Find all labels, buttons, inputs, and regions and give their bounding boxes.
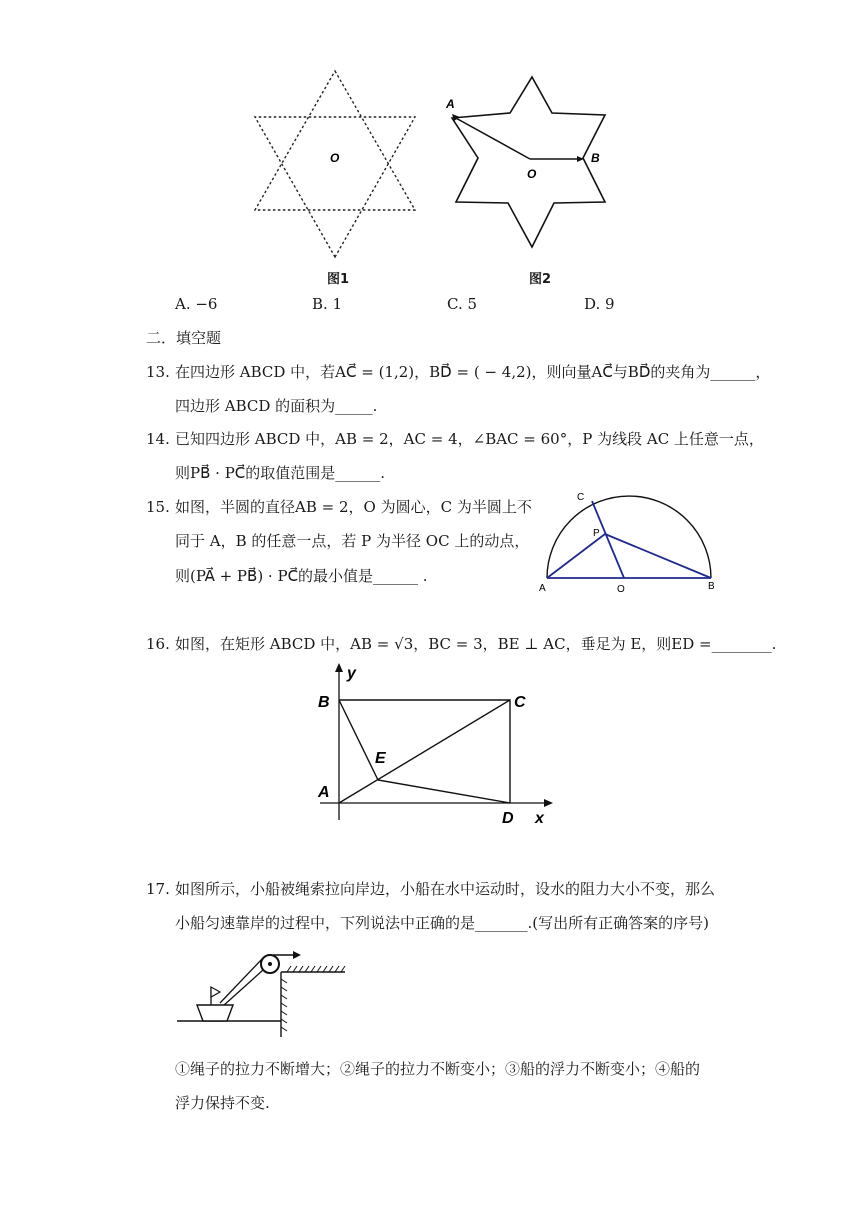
- q16-line1: 如图，在矩形 ABCD 中，AB = √3，BC = 3，BE ⊥ AC，垂足为 E，则ED =________.: [175, 635, 777, 653]
- q17-line1: 如图所示，小船被绳索拉向岸边，小船在水中运动时，设水的阻力大小不变，那么: [175, 880, 716, 898]
- q15-label-c: C: [577, 492, 585, 503]
- fig2-label-a: A: [446, 97, 455, 111]
- q15-line3: 则(PA⃗ + PB⃗) · PC⃗的最小值是______ .: [175, 567, 428, 585]
- q15-label-a: A: [539, 583, 546, 594]
- fig1-center-label: O: [330, 151, 340, 165]
- q16-label-e: E: [375, 750, 386, 767]
- choice-b: B. 1: [312, 295, 343, 313]
- choice-a: A. −6: [175, 295, 218, 313]
- q14-line2: 则PB⃗ · PC⃗的取值范围是______.: [175, 464, 386, 482]
- q15-number: 15.: [146, 498, 170, 516]
- q16-label-a: A: [318, 784, 330, 801]
- q14-line1: 已知四边形 ABCD 中，AB = 2，AC = 4，∠BAC = 60°，P 为线段 AC 上任意一点，: [175, 430, 764, 448]
- q16-label-x: x: [535, 810, 544, 827]
- q16-number: 16.: [146, 635, 170, 653]
- q16-label-y: y: [347, 665, 356, 682]
- q16-label-c: C: [514, 694, 526, 711]
- fig1-caption: 图1: [327, 272, 350, 287]
- q14-number: 14.: [146, 430, 170, 448]
- q13-number: 13.: [146, 363, 170, 381]
- choice-c: C. 5: [447, 295, 478, 313]
- q17-options-line1: ①绳子的拉力不断增大；②绳子的拉力不断变小；③船的浮力不断变小；④船的: [175, 1060, 701, 1078]
- fig2-label-o: O: [527, 167, 537, 181]
- q15-line2: 同于 A，B 的任意一点，若 P 为半径 OC 上的动点，: [175, 532, 530, 550]
- q16-rectangle-figure: [310, 660, 560, 830]
- q15-label-p: P: [593, 528, 600, 539]
- figure-1-star: [240, 60, 430, 275]
- q15-label-o: O: [617, 584, 625, 595]
- q13-line1: 在四边形 ABCD 中，若AC⃗ = (1,2)，BD⃗ = ( − 4,2)，则向量AC⃗与BD⃗的夹角为______，: [175, 363, 771, 381]
- q17-boat-pulley-figure: [175, 945, 355, 1045]
- q16-label-b: B: [318, 694, 330, 711]
- q15-line1: 如图，半圆的直径AB = 2，O 为圆心，C 为半圆上不: [175, 498, 532, 516]
- q13-line2: 四边形 ABCD 的面积为_____.: [175, 397, 378, 415]
- choice-d: D. 9: [584, 295, 615, 313]
- figure-2-star: [440, 70, 620, 255]
- fig2-label-b: B: [591, 151, 600, 165]
- q17-line2: 小船匀速靠岸的过程中，下列说法中正确的是_______.(写出所有正确答案的序号): [175, 914, 709, 932]
- fig2-caption: 图2: [529, 272, 552, 287]
- section-heading: 二．填空题: [146, 329, 222, 347]
- q16-label-d: D: [502, 810, 514, 827]
- q17-number: 17.: [146, 880, 170, 898]
- q15-label-b: B: [708, 581, 715, 592]
- q17-options-line2: 浮力保持不变.: [175, 1094, 270, 1112]
- q15-semicircle-figure: [535, 486, 725, 596]
